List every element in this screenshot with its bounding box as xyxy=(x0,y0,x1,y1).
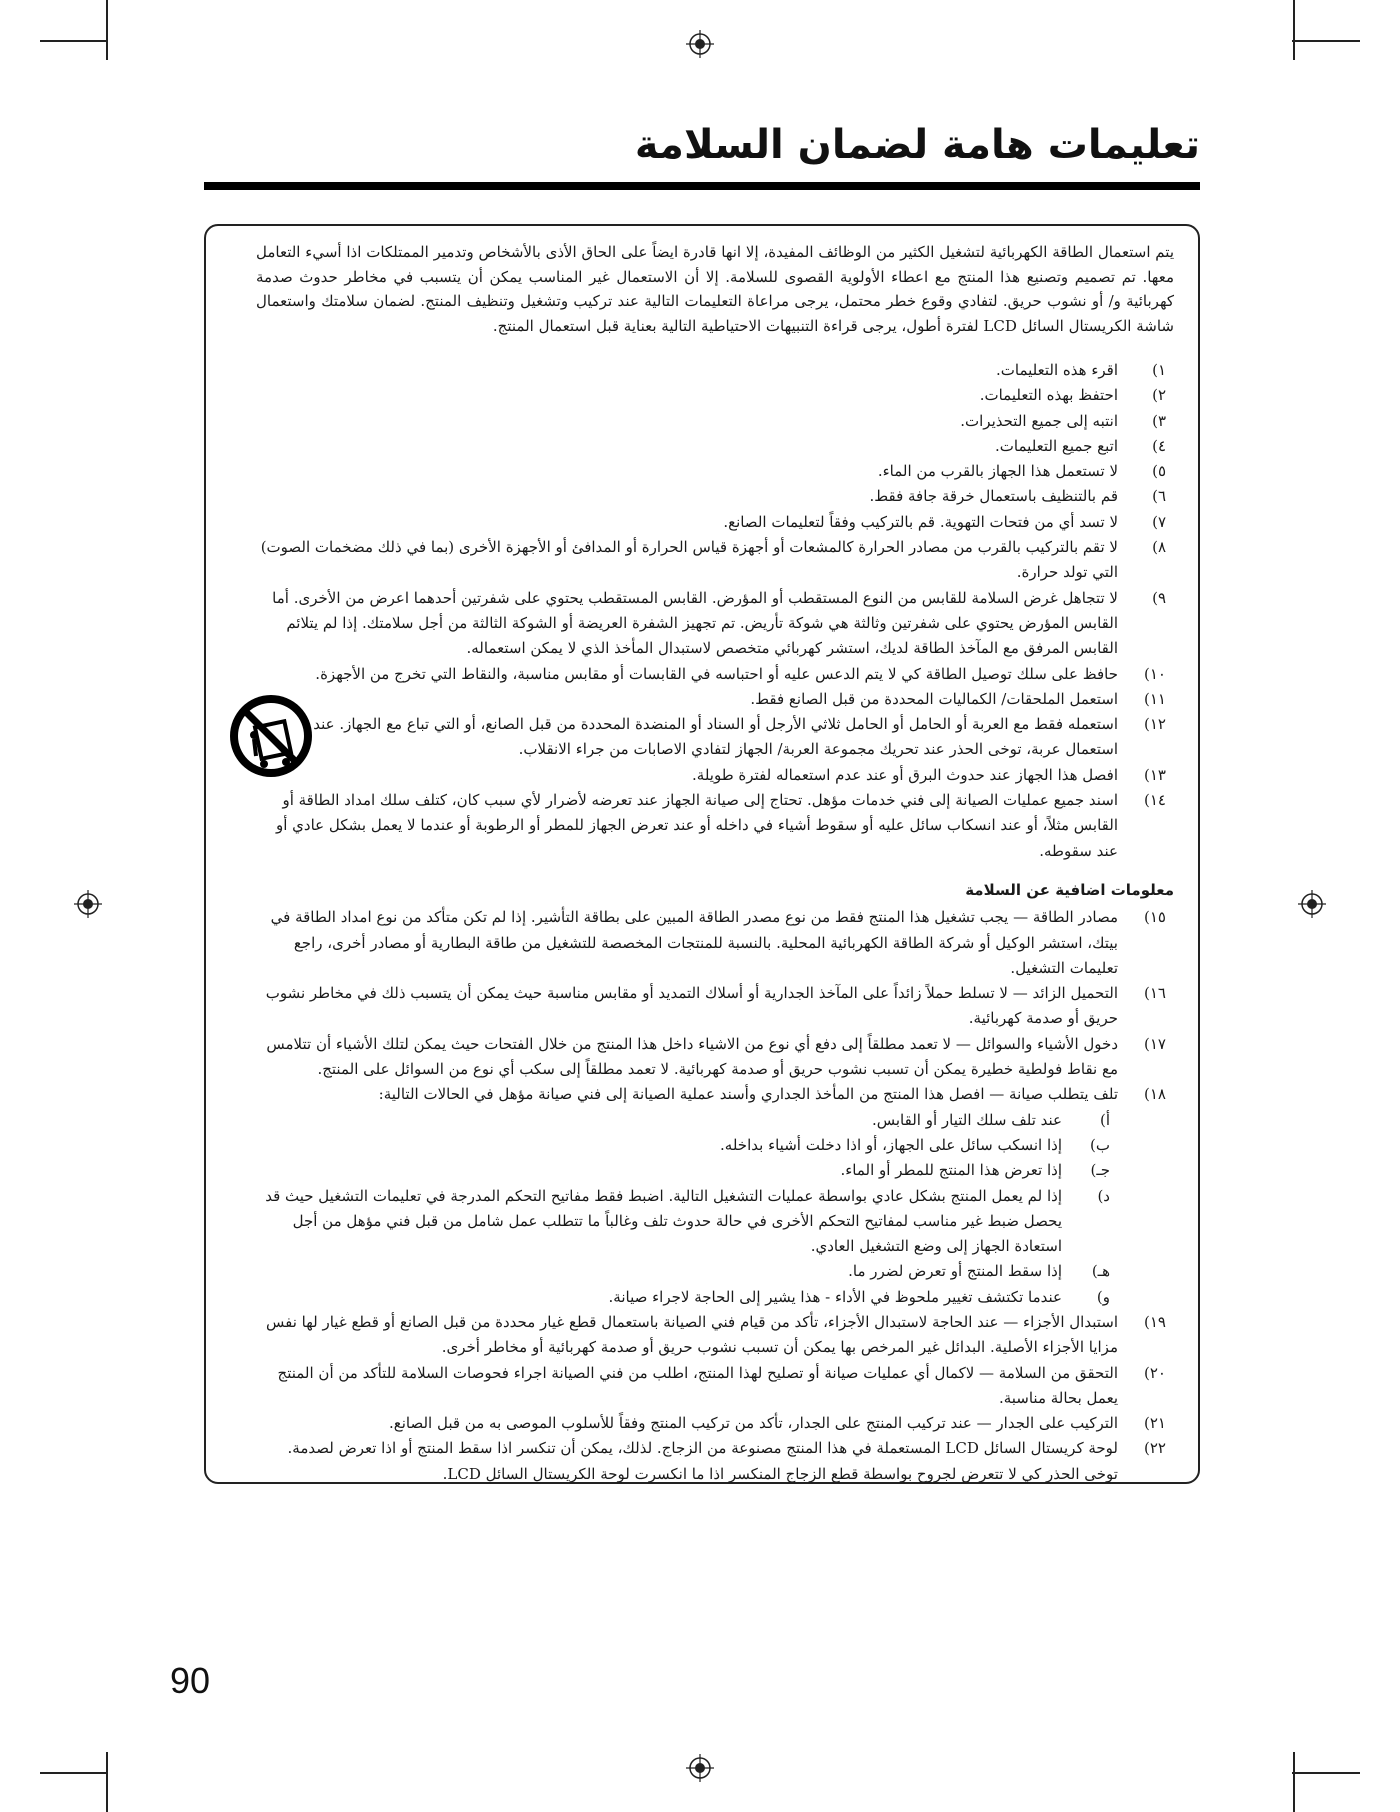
crop-mark xyxy=(40,1772,108,1774)
instructions-list xyxy=(256,358,1174,864)
list-item: ١) اقرء هذه التعليمات. xyxy=(996,361,1166,379)
list-item: ٢) احتفظ بهذه التعليمات. xyxy=(979,386,1166,405)
sub-item: د) إذا لم يعمل المنتج بشكل عادي بواسطة عمليات التشغيل التالية. اضبط فقط مفاتيح التحكم المدرجة في تعليمات التشغيل حيث قد يحصل ضبط غير مناسب لمفاتيح التحكم الأخرى في حالة حدوث تلف وغالباً ما تتطلب عمل شامل من قبل فني مؤهل من أجل استعادة الجهاز إلى وضع التشغيل العادي. xyxy=(265,1186,1110,1256)
sub-item: و) عندما تكتشف تغيير ملحوظ في الأداء - هذا يشير إلى الحاجة لاجراء صيانة. xyxy=(608,1287,1110,1306)
title-rule xyxy=(204,182,1200,190)
crop-mark xyxy=(1293,1752,1295,1812)
section-title: معلومات اضافية عن السلامة xyxy=(965,880,1174,899)
sub-item: هـ) إذا سقط المنتج أو تعرض لضرر ما. xyxy=(848,1262,1110,1281)
sub-item: ب) إذا انسكب سائل على الجهاز، أو اذا دخلت أشياء بداخله. xyxy=(720,1135,1110,1154)
list-item: ٨) لا تقم بالتركيب بالقرب من مصادر الحرارة كالمشعات أو أجهزة قياس الحرارة أو المدافئ أو الأجهزة الأخرى (بما في ذلك مضخمات الصوت) التي تولد حرارة. xyxy=(260,538,1166,582)
list-item: ١١) استعمل الملحقات/ الكماليات المحددة من قبل الصانع فقط. xyxy=(750,689,1166,708)
list-item: ١٣) افصل هذا الجهاز عند حدوث البرق أو عند عدم استعماله لفترة طويلة. xyxy=(692,765,1166,784)
list-item: ٦) قم بالتنظيف باستعمال خرقة جافة فقط. xyxy=(869,487,1166,506)
intro-paragraph: يتم استعمال الطاقة الكهربائية لتشغيل الكثير من الوظائف المفيدة، إلا انها قادرة ايضاً على الحاق الأذى بالأشخاص وتدمير الممتلكات اذا أسيء التعامل معها. تم تصميم وتصنيع هذا المنتج مع اعطاء الأولوية القصوى للسلامة. إلا أن الاستعمال غير المناسب يمكن أن يتسبب في مخاطر حدوث صدمة كهربائية و/ أو نشوب حريق. لتفادي وقوع خطر محتمل، يرجى مراعاة التعليمات التالية عند تركيب وتشغيل وتنظيف المنتج. لضمان سلامتك واستعمال شاشة الكريستال السائل LCD لفترة أطول، يرجى قراءة التنبيهات الاحتياطية التالية بعناية قبل استعمال المنتج. xyxy=(256,243,1175,335)
list-item: ١٦) التحميل الزائد — لا تسلط حملاً زائداً على المآخذ الجدارية أو أسلاك التمديد أو مقابس مناسبة حيث يمكن أن يتسبب ذلك في مخاطر نشوب حريق أو صدمة كهربائية. xyxy=(265,984,1166,1028)
safety-content xyxy=(256,240,1174,1487)
page-number: 90 xyxy=(170,1660,211,1701)
page-title: تعليمات هامة لضمان السلامة xyxy=(634,122,1200,168)
list-item: ١٥) مصادر الطاقة — يجب تشغيل هذا المنتج فقط من نوع مصدر الطاقة المبين على بطاقة التأشير. إذا لم تكن متأكد من نوع امداد الطاقة في بيتك، استشر الوكيل أو شركة الطاقة الكهربائية المحلية. بالنسبة للمنتجات المخصصة للتشغيل من طاقة البطارية أو مصادر أخرى، راجع تعليمات التشغيل. xyxy=(270,908,1166,977)
registration-mark-icon xyxy=(686,1754,714,1782)
crop-mark xyxy=(1292,1772,1360,1774)
list-item: ٩) لا تتجاهل غرض السلامة للقابس من النوع المستقطب أو المؤرض. القابس المستقطب يحتوي على شفرتين أحدهما اعرض من الأخرى. أما القابس المؤرض يحتوي على شفرتين وثالثة هي شوكة تأريض. تم تجهيز الشفرة العريضة أو الشوكة الثالثة من أجل سلامتك. إذا لم يتلائم القابس المرفق مع المآخذ الطاقة لديك، استشر كهربائي متخصص لاستبدال المأخذ الذي لا يمكن استعماله. xyxy=(272,588,1166,658)
sub-item: أ) عند تلف سلك التيار أو القابس. xyxy=(871,1110,1110,1129)
list-item: ٤) اتبع جميع التعليمات. xyxy=(995,436,1166,455)
crop-mark xyxy=(106,1752,108,1812)
crop-mark xyxy=(1292,40,1360,42)
crop-mark xyxy=(40,40,108,42)
list-item: ٢١) التركيب على الجدار — عند تركيب المنتج على الجدار، تأكد من تركيب المنتج وفقاً للأسلوب الموصى به من قبل الصانع. xyxy=(388,1414,1166,1433)
registration-mark-icon xyxy=(1298,890,1326,918)
list-item: ١٠) حافظ على سلك توصيل الطاقة كي لا يتم الدعس عليه أو احتباسه في القابسات أو مقابس مناسبة، والنقاط التي تخرج من الأجهزة. xyxy=(315,664,1166,683)
list-item: ١٩) استبدال الأجزاء — عند الحاجة لاستبدال الأجزاء، تأكد من قيام فني الصيانة باستعمال قطع غيار محددة من قبل الصانع أو قطع غيار لها نفس مزايا الأجزاء الأصلية. البدائل غير المرخص بها يمكن أن تسبب نشوب حريق أو صدمة كهربائية أو مخاطر أخرى. xyxy=(266,1312,1166,1357)
list-item: ٣) انتبه إلى جميع التحذيرات. xyxy=(960,411,1166,430)
list-item: ٢٠) التحقق من السلامة — لاكمال أي عمليات صيانة أو تصليح لهذا المنتج، اطلب من فني الصيانة اجراء فحوصات السلامة للتأكد من أن المنتج يعمل بحالة مناسبة. xyxy=(277,1363,1166,1407)
list-item: ٢٢) لوحة كريستال السائل LCD المستعملة في هذا المنتج مصنوعة من الزجاج. لذلك، يمكن أن تنكسر اذا سقط المنتج أو اذا تعرض لصدمة. توخى الحذر كي لا تتعرض لجروح بواسطة قطع الزجاج المنكسر اذا ما انكسرت لوحة الكريستال السائل LCD. xyxy=(287,1439,1166,1483)
list-item: ١٤) اسند جميع عمليات الصيانة إلى فني خدمات مؤهل. تحتاج إلى صيانة الجهاز عند تعرضه لأضرار لأي سبب كان، كتلف سلك امداد الطاقة أو القابس مثلاً، أو عند انسكاب سائل عليه أو سقوط أشياء في داخله أو عند تعرض الجهاز للمطر أو الرطوبة أو عندما لا يعمل بشكل عادي أو عند سقوطه. xyxy=(275,791,1166,860)
registration-mark-icon xyxy=(74,890,102,918)
crop-mark xyxy=(1293,0,1295,60)
list-item: ١٧) دخول الأشياء والسوائل — لا تعمد مطلقاً إلى دفع أي نوع من الاشياء داخل هذا المنتج من خلال الفتحات حيث يمكن لتلك الأشياء أن تتلامس مع نقاط فولطية خطيرة يمكن أن تسبب نشوب حريق أو صدمة كهربائية. لا تعمد مطلقاً إلى سكب أي نوع من السوائل على المنتج. xyxy=(266,1034,1166,1079)
list-item: ١٨) تلف يتطلب صيانة — افصل هذا المنتج من المأخذ الجداري وأسند عملية الصيانة إلى فني صيانة مؤهل في الحالات التالية: أ) عند تلف سلك التيار أو القابس. ب) إذا انسكب سائل على الجهاز، أو اذا دخلت أشياء بداخله. جـ) إذا تعرض هذا المنتج للمطر أو الماء. د) إذا لم يعمل المنتج بشكل عادي بواسطة عمليات التشغيل التالية. اضبط فقط مفاتيح التحكم المدرجة في تعليمات التشغيل حيث قد يحصل ضبط غير مناسب لمفاتيح التحكم الأخرى في حالة حدوث تلف وغالباً ما تتطلب عمل شامل من قبل فني مؤهل من أجل استعادة الجهاز إلى وضع التشغيل العادي. هـ) إذا سقط المنتج أو تعرض لضرر ما. و) عندما تكتشف تغيير ملحوظ في الأداء - هذا يشير إلى الحاجة لاجراء صيانة. xyxy=(256,1082,1174,1310)
registration-mark-icon xyxy=(686,30,714,58)
sub-item: جـ) إذا تعرض هذا المنتج للمطر أو الماء. xyxy=(840,1161,1110,1180)
additional-list xyxy=(256,905,1174,1487)
crop-mark xyxy=(106,0,108,60)
list-item: ٧) لا تسد أي من فتحات التهوية. قم بالتركيب وفقاً لتعليمات الصانع. xyxy=(723,512,1166,531)
list-item: ١٢) استعمله فقط مع العربة أو الحامل أو الحامل ثلاثي الأرجل أو السناد أو المنضدة المحددة من قبل الصانع، أو التي تباع مع الجهاز. عند استعمال عربة، توخى الحذر عند تحريك مجموعة العربة/ الجهاز لتفادي الاصابات من جراء الانقلاب. xyxy=(313,715,1166,759)
list-item: ٥) لا تستعمل هذا الجهاز بالقرب من الماء. xyxy=(877,462,1166,481)
